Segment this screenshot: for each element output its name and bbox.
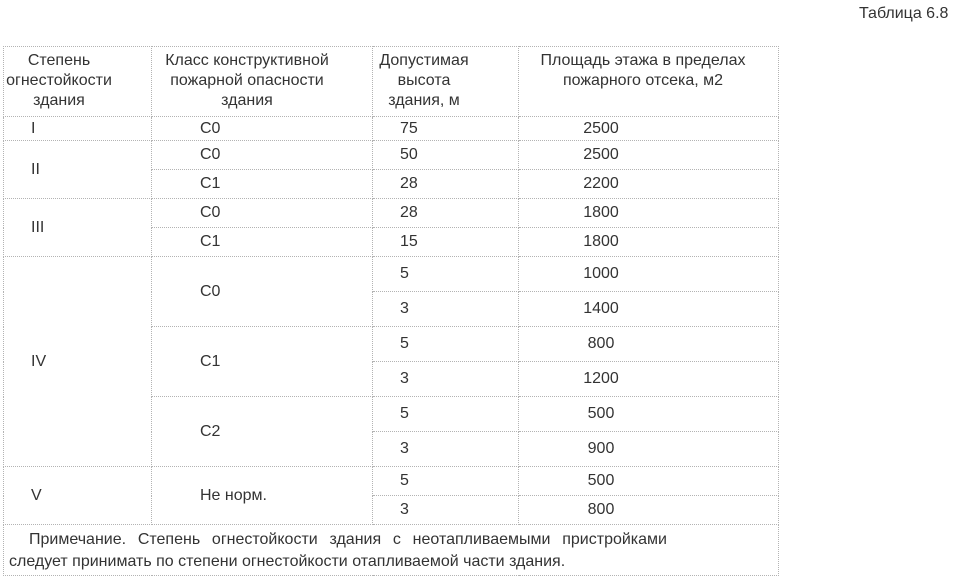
height-cell: 3: [373, 292, 519, 327]
header-height-text: Допустимая высота здания, м: [379, 52, 469, 109]
degree-cell: II: [4, 141, 152, 199]
class-cell: С0: [152, 257, 373, 327]
area-cell: 1000: [519, 257, 779, 292]
table-row: [4, 467, 779, 496]
class-cell: С0: [152, 199, 373, 228]
note-cell: [4, 525, 779, 576]
height-cell: 5: [373, 397, 519, 432]
table-row: [4, 199, 779, 228]
area-cell: 1200: [519, 362, 779, 397]
class-cell: С0: [152, 141, 373, 170]
table-row: [4, 117, 779, 141]
class-cell: Не норм.: [152, 467, 373, 525]
area-cell: 2200: [519, 170, 779, 199]
class-cell: С0: [152, 117, 373, 141]
height-cell: 50: [373, 141, 519, 170]
header-degree-text: Степень огнестойкости здания: [6, 52, 112, 109]
header-height: [373, 47, 519, 117]
class-cell: С1: [152, 327, 373, 397]
degree-cell: I: [4, 117, 152, 141]
area-cell: 800: [519, 327, 779, 362]
header-class: [152, 47, 373, 117]
height-cell: 3: [373, 496, 519, 525]
area-cell: 1800: [519, 199, 779, 228]
table-row: [4, 257, 779, 292]
degree-cell: III: [4, 199, 152, 257]
class-cell: С1: [152, 170, 373, 199]
area-cell: 500: [519, 467, 779, 496]
table-row: [4, 141, 779, 170]
area-cell: 2500: [519, 141, 779, 170]
area-cell: 1800: [519, 228, 779, 257]
header-area-text: Площадь этажа в пределах пожарного отсека, м2: [540, 52, 746, 89]
height-cell: 75: [373, 117, 519, 141]
degree-cell: V: [4, 467, 152, 525]
height-cell: 3: [373, 432, 519, 467]
height-cell: 15: [373, 228, 519, 257]
area-cell: 900: [519, 432, 779, 467]
note-row: [4, 525, 779, 576]
height-cell: 28: [373, 170, 519, 199]
note-text: Примечание. Степень огнестойкости здания с неотапливаемыми пристройками следует принимать по степени огнестойкости отапливаемой части здания.: [9, 531, 667, 570]
header-row: [4, 47, 779, 117]
height-cell: 5: [373, 327, 519, 362]
height-cell: 3: [373, 362, 519, 397]
degree-cell: IV: [4, 257, 152, 467]
class-cell: С2: [152, 397, 373, 467]
class-cell: С1: [152, 228, 373, 257]
area-cell: 2500: [519, 117, 779, 141]
height-cell: 5: [373, 257, 519, 292]
header-area: [519, 47, 779, 117]
area-cell: 500: [519, 397, 779, 432]
area-cell: 1400: [519, 292, 779, 327]
fire-resistance-table: [3, 46, 779, 576]
header-degree: [4, 47, 152, 117]
area-cell: 800: [519, 496, 779, 525]
height-cell: 28: [373, 199, 519, 228]
height-cell: 5: [373, 467, 519, 496]
header-class-text: Класс конструктивной пожарной опасности здания: [165, 52, 329, 109]
table-caption: Таблица 6.8: [859, 5, 949, 22]
